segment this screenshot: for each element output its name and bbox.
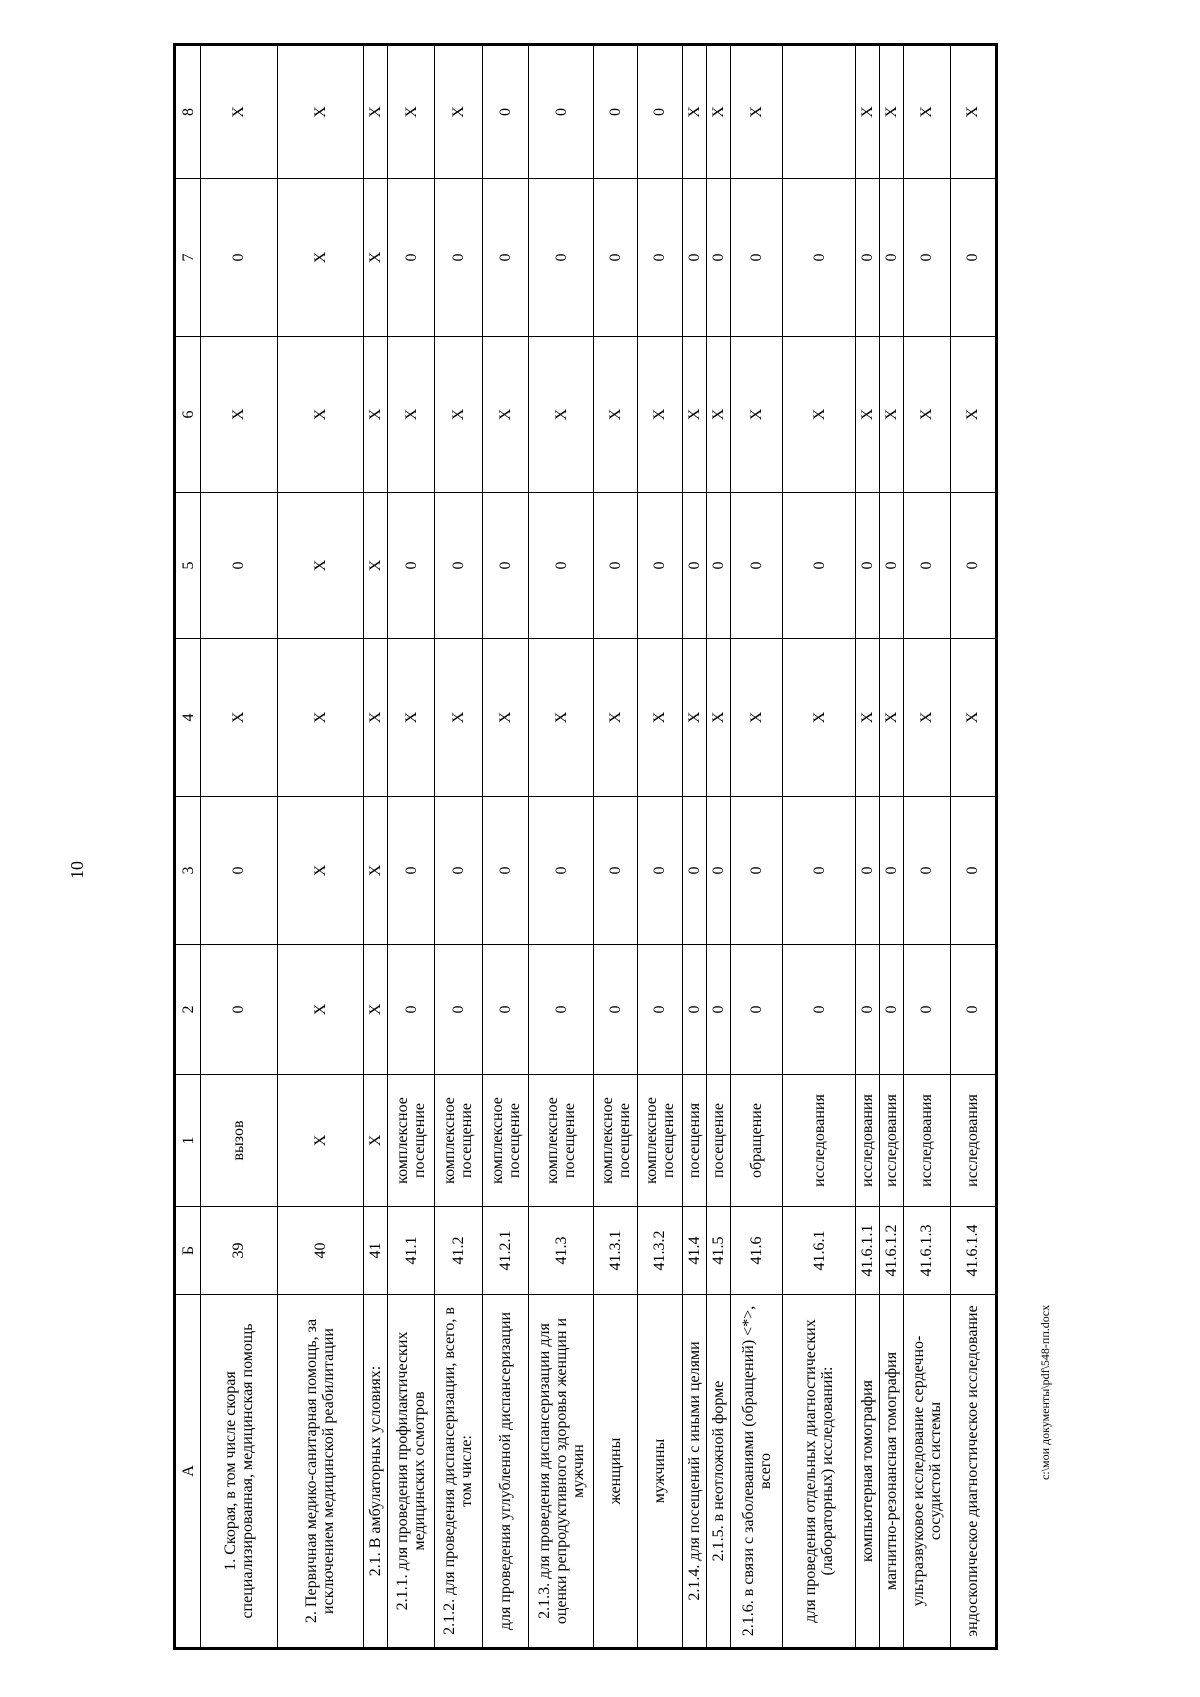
header-cell: 1 xyxy=(175,1075,201,1207)
table-row xyxy=(593,45,637,1649)
value-cell: исследования xyxy=(950,1075,996,1207)
table-row xyxy=(730,45,782,1649)
value-cell: посещение xyxy=(706,1075,730,1207)
value-cell: X xyxy=(638,639,682,797)
row-label-cell: мужчины xyxy=(638,1295,682,1649)
value-cell: 0 xyxy=(706,493,730,639)
value-cell: X xyxy=(364,45,388,179)
header-cell: 6 xyxy=(175,337,201,493)
value-cell: 0 xyxy=(880,493,904,639)
table-row xyxy=(904,45,950,1649)
row-code-cell: 41.3 xyxy=(529,1207,593,1295)
value-cell: 0 xyxy=(904,945,950,1075)
value-cell: 0 xyxy=(783,945,856,1075)
report-table xyxy=(173,43,998,1650)
row-label-cell: 2.1.6. в связи с заболеваниями (обращений) <*>, всего xyxy=(730,1295,782,1649)
table-row xyxy=(783,45,856,1649)
header-cell: 2 xyxy=(175,945,201,1075)
table-row xyxy=(529,45,593,1649)
table-row xyxy=(950,45,996,1649)
row-code-cell: 40 xyxy=(277,1207,364,1295)
value-cell: X xyxy=(277,337,364,493)
value-cell: 0 xyxy=(904,493,950,639)
value-cell: 0 xyxy=(593,945,637,1075)
row-label-cell: 2. Первичная медико-санитарная помощь, за исключением медицинской реабилитации xyxy=(277,1295,364,1649)
value-cell: X xyxy=(682,337,706,493)
value-cell: комплексное посещение xyxy=(638,1075,682,1207)
row-label-cell: 1. Скорая, в том числе скорая специализированная, медицинская помощь xyxy=(201,1295,278,1649)
value-cell: X xyxy=(277,45,364,179)
table-row xyxy=(880,45,904,1649)
header-cell: 4 xyxy=(175,639,201,797)
value-cell: X xyxy=(483,337,529,493)
value-cell: X xyxy=(434,45,482,179)
value-cell: 0 xyxy=(483,945,529,1075)
value-cell: исследования xyxy=(783,1075,856,1207)
row-label-cell: 2.1.3. для проведения диспансеризации для оценки репродуктивного здоровья женщин и мужчин xyxy=(529,1295,593,1649)
value-cell: 0 xyxy=(783,493,856,639)
value-cell: 0 xyxy=(638,179,682,337)
row-code-cell: 39 xyxy=(201,1207,278,1295)
value-cell: 0 xyxy=(529,45,593,179)
value-cell: 0 xyxy=(593,797,637,945)
value-cell: X xyxy=(950,337,996,493)
value-cell: обращение xyxy=(730,1075,782,1207)
value-cell: 0 xyxy=(950,493,996,639)
value-cell: 0 xyxy=(434,945,482,1075)
row-code-cell: 41.6 xyxy=(730,1207,782,1295)
value-cell: X xyxy=(388,639,434,797)
value-cell: X xyxy=(682,639,706,797)
value-cell: X xyxy=(201,45,278,179)
value-cell: 0 xyxy=(638,945,682,1075)
value-cell: 0 xyxy=(855,797,879,945)
value-cell: 0 xyxy=(434,797,482,945)
value-cell: 0 xyxy=(434,493,482,639)
value-cell: 0 xyxy=(682,945,706,1075)
value-cell: 0 xyxy=(783,797,856,945)
value-cell: 0 xyxy=(730,493,782,639)
value-cell: исследования xyxy=(855,1075,879,1207)
value-cell: X xyxy=(529,639,593,797)
value-cell: 0 xyxy=(706,797,730,945)
value-cell: 0 xyxy=(638,797,682,945)
value-cell: X xyxy=(277,639,364,797)
value-cell: комплексное посещение xyxy=(529,1075,593,1207)
value-cell: 0 xyxy=(201,493,278,639)
value-cell: 0 xyxy=(706,179,730,337)
value-cell: X xyxy=(529,337,593,493)
report-table-container xyxy=(173,46,998,1650)
value-cell: X xyxy=(364,945,388,1075)
value-cell: 0 xyxy=(682,179,706,337)
value-cell: X xyxy=(277,797,364,945)
table-row xyxy=(682,45,706,1649)
value-cell: X xyxy=(364,797,388,945)
row-label-cell: магнитно-резонансная томография xyxy=(880,1295,904,1649)
row-label-cell: для проведения отдельных диагностических (лабораторных) исследований: xyxy=(783,1295,856,1649)
value-cell: X xyxy=(855,337,879,493)
value-cell xyxy=(783,45,856,179)
table-row xyxy=(388,45,434,1649)
value-cell: 0 xyxy=(483,797,529,945)
page-number: 10 xyxy=(67,861,87,879)
value-cell: 0 xyxy=(201,179,278,337)
value-cell: комплексное посещение xyxy=(388,1075,434,1207)
value-cell: X xyxy=(706,639,730,797)
value-cell: X xyxy=(783,337,856,493)
table-row xyxy=(201,45,278,1649)
value-cell: 0 xyxy=(388,797,434,945)
row-code-cell: 41.6.1.1 xyxy=(855,1207,879,1295)
row-code-cell: 41.6.1 xyxy=(783,1207,856,1295)
value-cell: X xyxy=(364,493,388,639)
row-label-cell: 2.1. В амбулаторных условиях: xyxy=(364,1295,388,1649)
value-cell: 0 xyxy=(730,797,782,945)
value-cell: X xyxy=(855,639,879,797)
value-cell: X xyxy=(434,639,482,797)
value-cell: X xyxy=(706,337,730,493)
table-row xyxy=(706,45,730,1649)
value-cell: X xyxy=(730,337,782,493)
value-cell: 0 xyxy=(855,493,879,639)
row-code-cell: 41.6.1.3 xyxy=(904,1207,950,1295)
value-cell: 0 xyxy=(388,179,434,337)
value-cell: 0 xyxy=(880,179,904,337)
value-cell: X xyxy=(950,45,996,179)
value-cell: 0 xyxy=(682,797,706,945)
value-cell: 0 xyxy=(783,179,856,337)
value-cell: X xyxy=(593,639,637,797)
row-code-cell: 41.2 xyxy=(434,1207,482,1295)
header-cell: Б xyxy=(175,1207,201,1295)
value-cell: 0 xyxy=(529,945,593,1075)
value-cell: 0 xyxy=(529,797,593,945)
value-cell: вызов xyxy=(201,1075,278,1207)
row-code-cell: 41 xyxy=(364,1207,388,1295)
value-cell: 0 xyxy=(593,179,637,337)
value-cell: X xyxy=(364,179,388,337)
header-cell: 5 xyxy=(175,493,201,639)
row-code-cell: 41.6.1.2 xyxy=(880,1207,904,1295)
row-code-cell: 41.6.1.4 xyxy=(950,1207,996,1295)
value-cell: X xyxy=(706,45,730,179)
value-cell: исследования xyxy=(904,1075,950,1207)
value-cell: X xyxy=(730,45,782,179)
header-cell: А xyxy=(175,1295,201,1649)
value-cell: 0 xyxy=(950,179,996,337)
value-cell: 0 xyxy=(483,45,529,179)
value-cell: 0 xyxy=(682,493,706,639)
table-row xyxy=(277,45,364,1649)
value-cell: 0 xyxy=(201,945,278,1075)
value-cell: 0 xyxy=(706,945,730,1075)
value-cell: X xyxy=(855,45,879,179)
row-label-cell: компьютерная томография xyxy=(855,1295,879,1649)
table-row xyxy=(638,45,682,1649)
value-cell: 0 xyxy=(388,493,434,639)
value-cell: X xyxy=(880,45,904,179)
value-cell: 0 xyxy=(483,493,529,639)
header-cell: 8 xyxy=(175,45,201,179)
value-cell: 0 xyxy=(638,45,682,179)
footer-file-path: c:\мои документы\pdf\548-пп.docx xyxy=(1038,1304,1052,1480)
value-cell: X xyxy=(277,179,364,337)
row-code-cell: 41.2.1 xyxy=(483,1207,529,1295)
value-cell: X xyxy=(364,639,388,797)
value-cell: X xyxy=(388,337,434,493)
row-label-cell: 2.1.1. для проведения профилактических медицинских осмотров xyxy=(388,1295,434,1649)
header-cell: 3 xyxy=(175,797,201,945)
value-cell: 0 xyxy=(638,493,682,639)
value-cell: комплексное посещение xyxy=(434,1075,482,1207)
value-cell: X xyxy=(593,337,637,493)
value-cell: X xyxy=(783,639,856,797)
row-label-cell: 2.1.4. для посещений с иными целями xyxy=(682,1295,706,1649)
value-cell: X xyxy=(388,45,434,179)
value-cell: X xyxy=(483,639,529,797)
value-cell: X xyxy=(364,1075,388,1207)
value-cell: X xyxy=(904,45,950,179)
value-cell: X xyxy=(277,945,364,1075)
row-label-cell: эндоскопическое диагностическое исследование xyxy=(950,1295,996,1649)
row-code-cell: 41.5 xyxy=(706,1207,730,1295)
value-cell: 0 xyxy=(434,179,482,337)
row-label-cell: 2.1.2. для проведения диспансеризации, всего, в том числе: xyxy=(434,1295,482,1649)
table-body xyxy=(201,45,997,1649)
value-cell: X xyxy=(364,337,388,493)
value-cell: 0 xyxy=(730,179,782,337)
value-cell: 0 xyxy=(593,493,637,639)
value-cell: 0 xyxy=(880,945,904,1075)
table-row xyxy=(364,45,388,1649)
value-cell: X xyxy=(880,639,904,797)
row-code-cell: 41.3.1 xyxy=(593,1207,637,1295)
value-cell: X xyxy=(201,639,278,797)
table-row xyxy=(483,45,529,1649)
value-cell: X xyxy=(277,493,364,639)
value-cell: 0 xyxy=(529,179,593,337)
value-cell: посещения xyxy=(682,1075,706,1207)
value-cell: 0 xyxy=(904,179,950,337)
value-cell: 0 xyxy=(950,945,996,1075)
value-cell: X xyxy=(730,639,782,797)
value-cell: 0 xyxy=(904,797,950,945)
table-row xyxy=(434,45,482,1649)
row-code-cell: 41.4 xyxy=(682,1207,706,1295)
row-code-cell: 41.1 xyxy=(388,1207,434,1295)
value-cell: исследования xyxy=(880,1075,904,1207)
value-cell: 0 xyxy=(855,179,879,337)
header-cell: 7 xyxy=(175,179,201,337)
value-cell: 0 xyxy=(388,945,434,1075)
header-row xyxy=(175,45,201,1649)
value-cell: X xyxy=(682,45,706,179)
value-cell: X xyxy=(904,639,950,797)
row-label-cell: ультразвуковое исследование сердечно-сосудистой системы xyxy=(904,1295,950,1649)
value-cell: комплексное посещение xyxy=(483,1075,529,1207)
value-cell: 0 xyxy=(730,945,782,1075)
table-row xyxy=(855,45,879,1649)
value-cell: 0 xyxy=(950,797,996,945)
row-label-cell: 2.1.5. в неотложной форме xyxy=(706,1295,730,1649)
value-cell: X xyxy=(201,337,278,493)
value-cell: 0 xyxy=(483,179,529,337)
value-cell: 0 xyxy=(880,797,904,945)
value-cell: X xyxy=(904,337,950,493)
value-cell: X xyxy=(434,337,482,493)
value-cell: 0 xyxy=(529,493,593,639)
value-cell: 0 xyxy=(593,45,637,179)
value-cell: X xyxy=(950,639,996,797)
row-code-cell: 41.3.2 xyxy=(638,1207,682,1295)
value-cell: комплексное посещение xyxy=(593,1075,637,1207)
value-cell: X xyxy=(880,337,904,493)
row-label-cell: женщины xyxy=(593,1295,637,1649)
value-cell: X xyxy=(638,337,682,493)
value-cell: X xyxy=(277,1075,364,1207)
row-label-cell: для проведения углубленной диспансеризации xyxy=(483,1295,529,1649)
value-cell: 0 xyxy=(201,797,278,945)
value-cell: 0 xyxy=(855,945,879,1075)
